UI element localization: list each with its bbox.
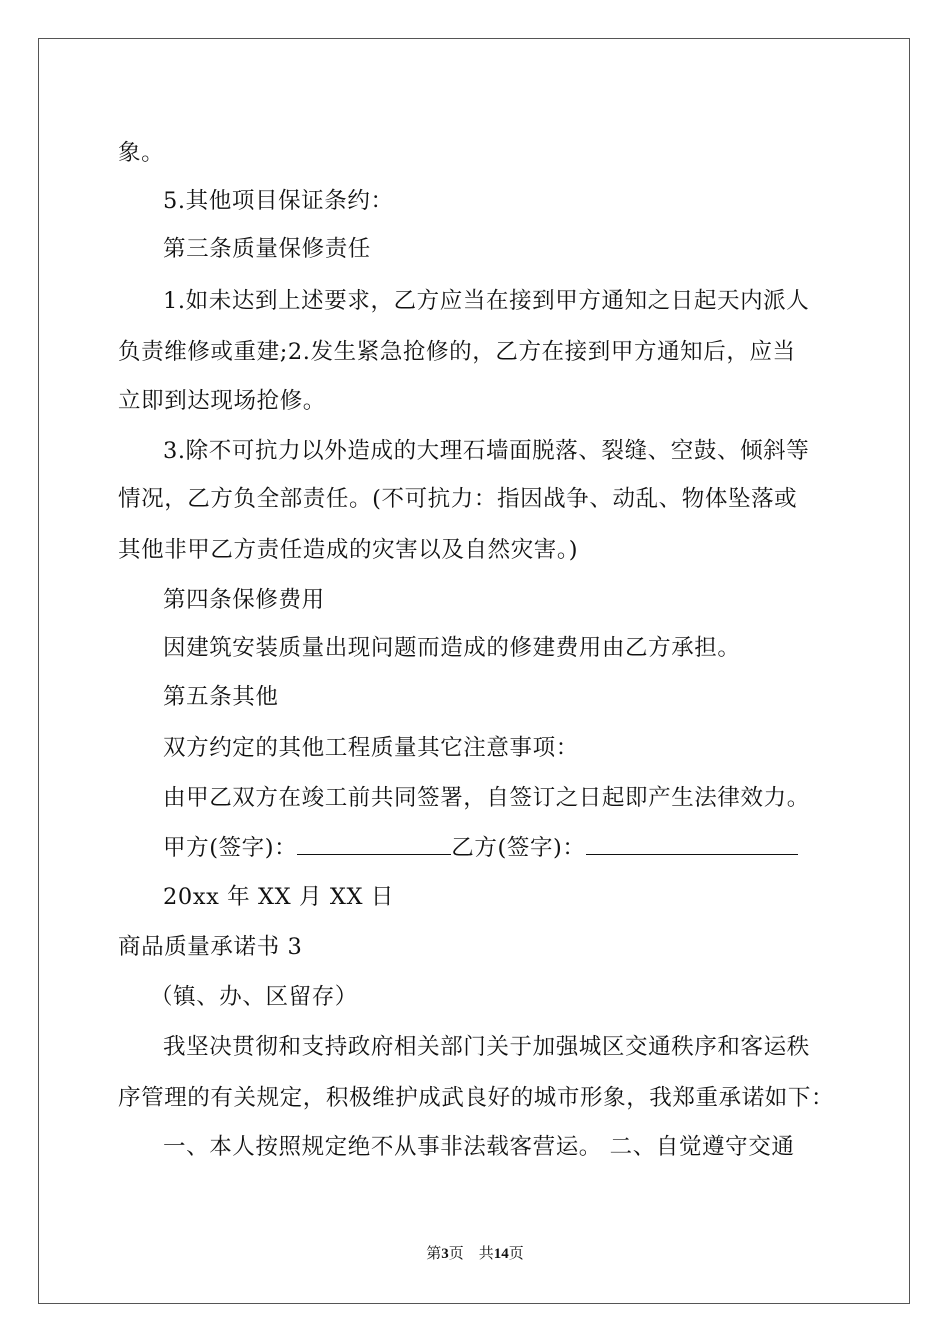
text-line: 3.除不可抗力以外造成的大理石墙面脱落、裂缝、空鼓、倾斜等 xyxy=(163,438,810,464)
signature-line xyxy=(163,833,798,863)
text-line: 其他非甲乙方责任造成的灾害以及自然灾害。) xyxy=(118,537,579,563)
text-line: 情况，乙方负全部责任。(不可抗力：指因战争、动乱、物体坠落或 xyxy=(118,486,798,512)
text-line: 象。 xyxy=(118,140,165,166)
page-border xyxy=(38,38,910,1304)
party-b-blank xyxy=(586,834,798,855)
text-line: 1.如未达到上述要求，乙方应当在接到甲方通知之日起天内派人 xyxy=(163,288,810,314)
page-total: 14 xyxy=(493,1246,509,1262)
text-line: 一、本人按照规定绝不从事非法载客营运。 二、自觉遵守交通 xyxy=(163,1134,795,1160)
text-line: 序管理的有关规定，积极维护成武良好的城市形象，我郑重承诺如下： xyxy=(118,1085,835,1111)
party-b-label: 乙方(签字)： xyxy=(451,835,586,861)
section-heading: 第三条质量保修责任 xyxy=(163,236,371,262)
text-line: 因建筑安装质量出现问题而造成的修建费用由乙方承担。 xyxy=(163,635,741,661)
date-line: 20xx 年 XX 月 XX 日 xyxy=(163,884,394,910)
text-line: （镇、办、区留存） xyxy=(150,984,358,1010)
page-number: 3 xyxy=(441,1246,449,1262)
page-footer: 第3页 共14页 xyxy=(426,1246,524,1262)
party-a-blank xyxy=(297,834,451,855)
text-line: 双方约定的其他工程质量其它注意事项： xyxy=(163,735,579,761)
section-title: 商品质量承诺书 3 xyxy=(118,934,303,960)
section-heading: 第四条保修费用 xyxy=(163,587,325,613)
text-line: 负责维修或重建;2.发生紧急抢修的，乙方在接到甲方通知后，应当 xyxy=(118,339,796,365)
section-heading: 第五条其他 xyxy=(163,684,279,710)
party-a-label: 甲方(签字)： xyxy=(163,835,298,861)
text-line: 我坚决贯彻和支持政府相关部门关于加强城区交通秩序和客运秩 xyxy=(163,1034,810,1060)
text-line: 由甲乙双方在竣工前共同签署，自签订之日起即产生法律效力。 xyxy=(163,785,810,811)
text-line: 立即到达现场抢修。 xyxy=(118,388,326,414)
text-line: 5.其他项目保证条约： xyxy=(163,188,394,214)
